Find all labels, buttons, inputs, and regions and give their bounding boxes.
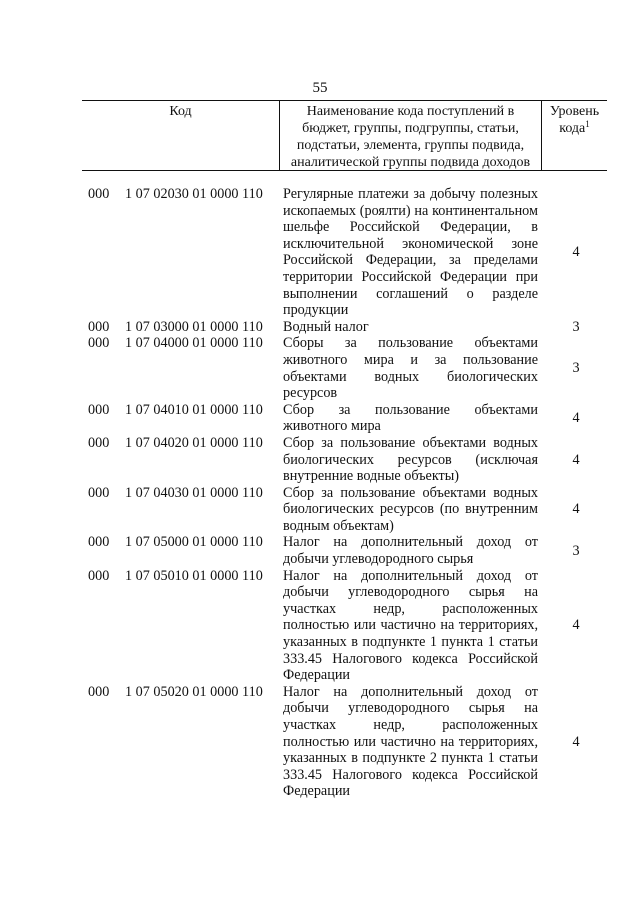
revenue-name: Налог на дополнительный доход от добычи углеводородного сырья на участках недр, расположенных полностью или частично на территориях, указанных в подпункте 2 пункта 1 статьи 333.45 Налогового кодекса Российской Федерации: [283, 683, 538, 800]
code-level: 3: [572, 542, 580, 559]
revenue-name: Сбор за пользование объектами животного мира: [283, 401, 538, 435]
table-row: [0, 684, 640, 800]
revenue-code: 1 07 04010 01 0000 110: [125, 401, 263, 418]
header-code: Код: [82, 101, 280, 170]
table-row: [0, 435, 640, 485]
header-level: [542, 101, 607, 170]
table-row: [0, 335, 640, 401]
table-row: [0, 186, 640, 319]
revenue-code: 1 07 05010 01 0000 110: [125, 567, 263, 584]
code-level: 3: [572, 360, 580, 377]
revenue-code: 1 07 03000 01 0000 110: [125, 318, 263, 335]
admin-code: 000: [88, 434, 110, 451]
code-level: 4: [572, 617, 580, 634]
code-level: 4: [572, 409, 580, 426]
code-level: 4: [572, 451, 580, 468]
code-level: 4: [572, 733, 580, 750]
revenue-name: Сбор за пользование объектами водных биологических ресурсов (по внутренним водным объектам): [283, 484, 538, 534]
code-level: 4: [572, 244, 580, 261]
revenue-code: 1 07 04030 01 0000 110: [125, 484, 263, 501]
revenue-code: 1 07 04000 01 0000 110: [125, 335, 263, 352]
header-name: Наименование кода поступлений в бюджет, группы, подгруппы, статьи, подстатьи, элемента, группы подвида, аналитической группы подвида доходов: [280, 101, 542, 170]
revenue-name: Сборы за пользование объектами животного мира и за пользование объектами водных биологических ресурсов: [283, 335, 538, 402]
revenue-code: 1 07 05000 01 0000 110: [125, 534, 263, 551]
admin-code: 000: [88, 567, 110, 584]
page-number: 55: [312, 80, 328, 96]
revenue-name: Сбор за пользование объектами водных биологических ресурсов (исключая внутренние водные объекты): [283, 434, 538, 485]
header-level-label: Уровень кода: [549, 104, 600, 136]
admin-code: 000: [88, 335, 110, 352]
revenue-name: Водный налог: [283, 318, 369, 335]
code-level: 3: [572, 318, 580, 335]
admin-code: 000: [88, 401, 110, 418]
revenue-name: Налог на дополнительный доход от добычи углеводородного сырья: [283, 534, 538, 568]
revenue-code: 1 07 04020 01 0000 110: [125, 434, 263, 451]
admin-code: 000: [88, 683, 110, 700]
table-header: [82, 100, 607, 171]
table-row: [0, 568, 640, 684]
admin-code: 000: [88, 534, 110, 551]
table-row: [0, 402, 640, 435]
footnote-marker: 1: [585, 119, 590, 129]
revenue-name: Регулярные платежи за добычу полезных ископаемых (роялти) на континентальном шельфе Российской Федерации, в исключительной экономической зоне Российской Федерации, за пределами территории Российской Федерации при выполнении соглашений о разделе продукции: [283, 186, 538, 319]
revenue-code: 1 07 05020 01 0000 110: [125, 683, 263, 700]
table-row: [0, 485, 640, 535]
revenue-code: 1 07 02030 01 0000 110: [125, 186, 263, 202]
table-body: [0, 186, 640, 800]
code-level: 4: [572, 501, 580, 518]
admin-code: 000: [88, 186, 110, 202]
table-row: [0, 319, 640, 336]
admin-code: 000: [88, 484, 110, 501]
revenue-name: Налог на дополнительный доход от добычи углеводородного сырья на участках недр, расположенных полностью или частично на территориях, указанных в подпункте 1 пункта 1 статьи 333.45 Налогового кодекса Российской Федерации: [283, 567, 538, 684]
table-row: [0, 534, 640, 567]
admin-code: 000: [88, 318, 110, 335]
